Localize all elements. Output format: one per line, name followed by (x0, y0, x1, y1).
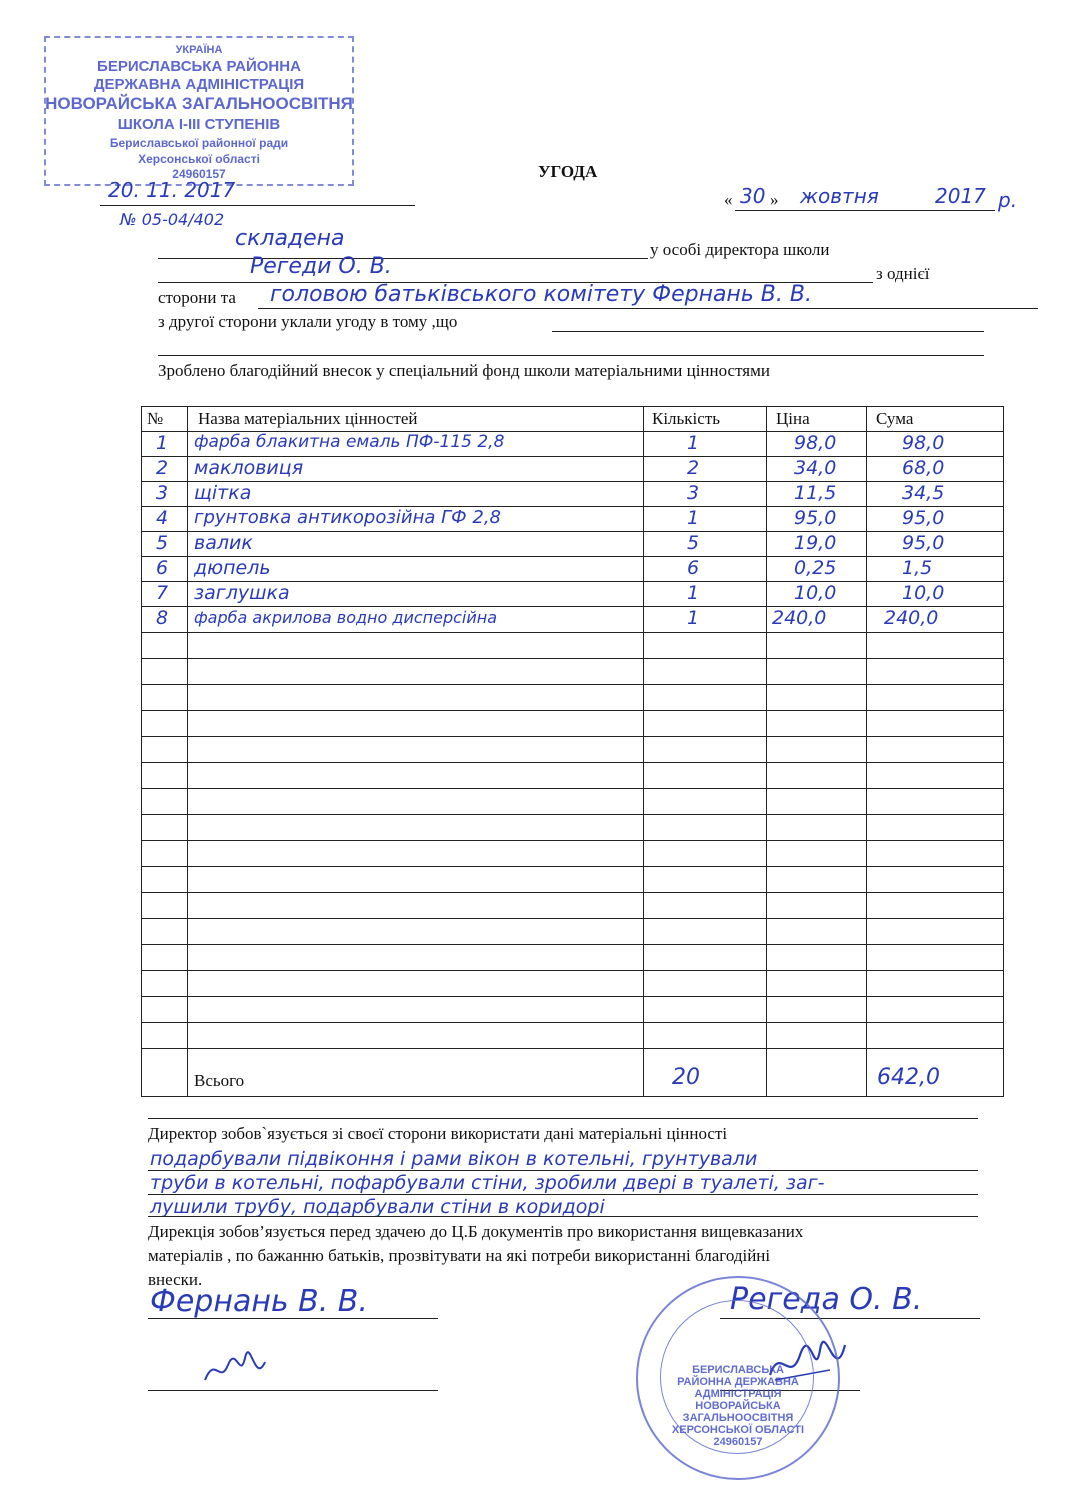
parent-sign-line (148, 1390, 438, 1391)
row-divider (142, 556, 1003, 557)
row-3-price: 11,5 (794, 482, 837, 504)
director-name-handwritten: Регеди О. В. (250, 254, 392, 279)
date-close-quote: » (770, 190, 779, 209)
composed-handwritten: складена (235, 226, 345, 251)
row-divider (142, 606, 1003, 607)
parent-signature-scribble (200, 1350, 270, 1390)
row-divider (142, 1022, 1003, 1023)
row-6-number: 6 (156, 557, 169, 579)
composed-line (158, 258, 648, 259)
row-divider (142, 710, 1003, 711)
row-7-sum: 10,0 (902, 582, 945, 604)
row-divider (142, 632, 1003, 633)
parent-head-handwritten: головою батьківського комітету Фернань В. В. (270, 282, 812, 307)
row-8-price: 240,0 (772, 607, 827, 629)
date-suffix: р. (998, 188, 1018, 212)
header-sum: Сума (876, 409, 914, 428)
row-1-name: фарба блакитна емаль ПФ-115 2,8 (194, 432, 505, 452)
director-obligation-text: Директор зобов`язується зі своєї сторони використати дані матеріальні цінності (148, 1124, 728, 1143)
total-quantity: 20 (672, 1065, 700, 1090)
total-label: Всього (194, 1071, 245, 1090)
date-day: 30 (740, 184, 766, 208)
row-2-quantity: 2 (687, 457, 700, 479)
other-side-line (552, 331, 984, 332)
row-6-price: 0,25 (794, 557, 837, 579)
row-6-name: дюпель (194, 557, 271, 579)
parent-signature-name: Фернань В. В. (150, 1284, 368, 1319)
row-1-number: 1 (156, 432, 169, 454)
header-name: Назва матеріальних цінностей (198, 409, 418, 428)
stamp-line-3: ДЕРЖАВНА АДМІНІСТРАЦІЯ (93, 76, 305, 93)
row-4-quantity: 1 (687, 507, 700, 529)
row-7-name: заглушка (194, 582, 290, 604)
separator-line (148, 1118, 978, 1119)
row-5-quantity: 5 (687, 532, 700, 554)
row-divider (142, 944, 1003, 945)
row-2-price: 34,0 (794, 457, 837, 479)
director-label: у особі директора школи (650, 240, 830, 259)
one-side-label: з однієї (876, 264, 930, 283)
director-signature-name: Регеда О. В. (730, 1282, 923, 1317)
row-divider (142, 684, 1003, 685)
stamp-date-line (100, 205, 415, 206)
stamp-number: № 05-04/402 (120, 210, 225, 229)
date-open-quote: « (724, 190, 733, 209)
usage-handwritten-line-2: труби в котельні, пофарбували стіни, зробили двері в туалеті, заг- (150, 1172, 825, 1194)
row-divider (142, 866, 1003, 867)
row-divider (142, 1048, 1003, 1049)
round-school-stamp (636, 1276, 840, 1480)
registration-stamp (44, 36, 354, 186)
row-divider (142, 762, 1003, 763)
blank-line (158, 355, 984, 356)
writing-line (148, 1194, 978, 1195)
row-divider (142, 788, 1003, 789)
row-divider (142, 531, 1003, 532)
row-divider (142, 736, 1003, 737)
header-number: № (147, 409, 164, 428)
stamp-line-5: ШКОЛА І-ІІІ СТУПЕНІВ (117, 116, 281, 133)
row-8-quantity: 1 (687, 607, 700, 629)
row-3-number: 3 (156, 482, 169, 504)
row-7-price: 10,0 (794, 582, 837, 604)
document-title: УГОДА (538, 162, 598, 181)
row-4-price: 95,0 (794, 507, 837, 529)
row-4-sum: 95,0 (902, 507, 945, 529)
row-2-number: 2 (156, 457, 169, 479)
row-1-price: 98,0 (794, 432, 837, 454)
row-5-name: валик (194, 532, 253, 554)
date-month: жовтня (800, 184, 879, 208)
row-8-number: 8 (156, 607, 169, 629)
date-line (735, 210, 995, 211)
row-5-price: 19,0 (794, 532, 837, 554)
stamp-line-4: НОВОРАЙСЬКА ЗАГАЛЬНООСВІТНЯ (45, 94, 353, 113)
row-divider (142, 481, 1003, 482)
stamp-line-6: Бериславської районної ради (109, 136, 289, 150)
row-1-sum: 98,0 (902, 432, 945, 454)
row-3-name: щітка (194, 482, 252, 504)
writing-line (148, 1216, 978, 1217)
row-divider (142, 892, 1003, 893)
usage-handwritten-line-1: подарбували підвіконня і рами вікон в котельні, грунтували (150, 1148, 758, 1170)
header-price: Ціна (776, 409, 810, 428)
row-divider (142, 840, 1003, 841)
row-4-name: грунтовка антикорозійна ГФ 2,8 (194, 507, 502, 528)
row-2-name: макловиця (194, 457, 304, 479)
directorate-text-line-1: Дирекція зобов’язується перед здачею до Ц.Б документів про використання вищевказаних (148, 1222, 804, 1241)
row-6-quantity: 6 (687, 557, 700, 579)
row-6-sum: 1,5 (902, 557, 933, 579)
date-year: 2017 (935, 184, 986, 208)
materials-table (141, 406, 1004, 1097)
directorate-text-line-3: внески. (148, 1270, 203, 1289)
stamp-line-1: УКРАЇНА (175, 44, 223, 56)
total-sum: 642,0 (877, 1065, 940, 1090)
col-divider-1 (187, 407, 188, 1096)
row-3-quantity: 3 (687, 482, 700, 504)
row-5-sum: 95,0 (902, 532, 945, 554)
row-divider (142, 658, 1003, 659)
row-7-number: 7 (156, 582, 169, 604)
row-divider (142, 918, 1003, 919)
parent-head-line (258, 308, 1038, 309)
col-divider-2 (643, 407, 644, 1096)
row-4-number: 4 (156, 507, 169, 529)
stamp-line-2: БЕРИСЛАВСЬКА РАЙОННА (97, 58, 301, 75)
row-1-quantity: 1 (687, 432, 700, 454)
row-divider (142, 996, 1003, 997)
row-divider (142, 970, 1003, 971)
side-label: сторони та (158, 288, 236, 307)
row-8-name: фарба акрилова водно дисперсійна (194, 608, 497, 627)
row-8-sum: 240,0 (884, 607, 939, 629)
stamp-line-8: 24960157 (172, 167, 226, 181)
row-3-sum: 34,5 (902, 482, 945, 504)
row-5-number: 5 (156, 532, 169, 554)
other-side-text: з другої сторони уклали угоду в тому ,що (158, 312, 458, 331)
writing-line (148, 1170, 978, 1171)
donation-text: Зроблено благодійний внесок у спеціальний фонд школи матеріальними цінностями (158, 361, 770, 380)
round-stamp-text: БЕРИСЛАВСЬКА РАЙОННА ДЕРЖАВНА АДМІНІСТРАЦІЯ НОВОРАЙСЬКА ЗАГАЛЬНООСВІТНЯ ХЕРСОНСЬКОЇ ОБЛАСТІ 24960157 (671, 1364, 805, 1448)
row-7-quantity: 1 (687, 582, 700, 604)
col-divider-3 (766, 407, 767, 1096)
directorate-text-line-2: матеріалів , по бажанню батьків, прозвітувати на які потреби використанні благодійні (148, 1246, 771, 1265)
usage-handwritten-line-3: лушили трубу, подарбували стіни в коридорі (150, 1196, 605, 1218)
row-2-sum: 68,0 (902, 457, 945, 479)
row-divider (142, 814, 1003, 815)
stamp-line-7: Херсонської області (138, 152, 260, 166)
col-divider-4 (866, 407, 867, 1096)
parent-signature-line (148, 1318, 438, 1319)
stamp-date: 20. 11. 2017 (108, 178, 236, 202)
header-quantity: Кількість (652, 409, 721, 428)
